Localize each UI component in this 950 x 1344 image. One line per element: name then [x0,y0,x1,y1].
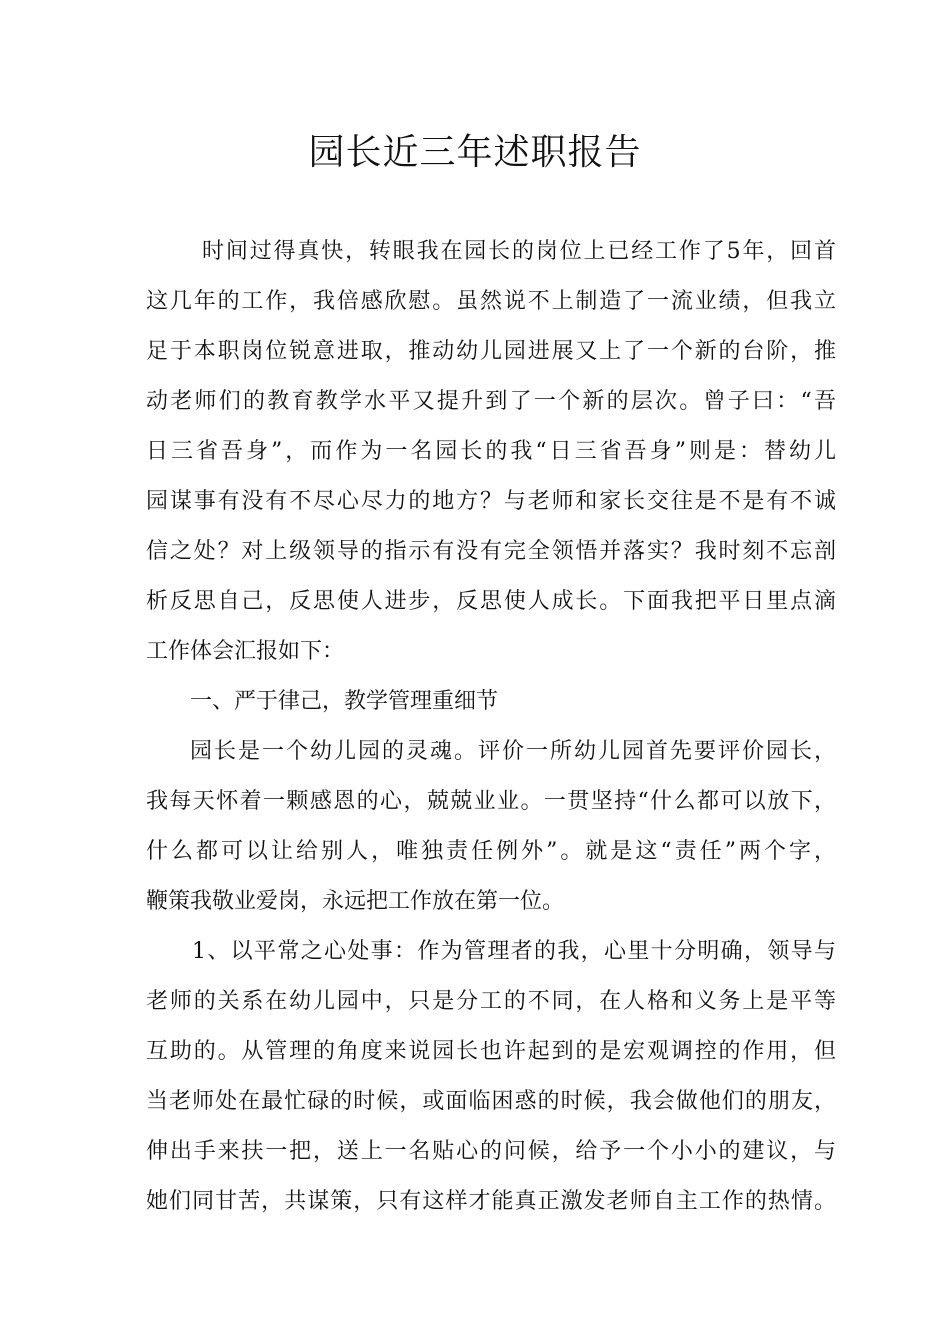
document-body [146,227,836,1227]
paragraph-line: 信之处？对上级领导的指示有没有完全领悟并落实？我时刻不忘剖 [146,539,836,564]
section-heading: 一、严于律己，教学管理重细节 [190,689,499,714]
paragraph-line: 这几年的工作，我倍感欣慰。虽然说不上制造了一流业绩，但我立 [146,289,836,314]
paragraph-line: 当老师处在最忙碌的时候，或面临困惑的时候，我会做他们的朋友， [146,1089,836,1114]
paragraph-line: 动老师们的教育教学水平又提升到了一个新的层次。曾子曰：“吾 [146,389,836,414]
paragraph-line: 我每天怀着一颗感恩的心，兢兢业业。一贯坚持“什么都可以放下， [146,789,836,814]
paragraph-line: 什么都可以让给别人，唯独责任例外”。就是这“责任”两个字， [146,839,836,864]
paragraph-line: 伸出手来扶一把，送上一名贴心的问候，给予一个小小的建议，与 [146,1139,836,1164]
paragraph-line: 工作体会汇报如下： [146,639,345,664]
paragraph-line: 析反思自己，反思使人进步，反思使人成长。下面我把平日里点滴 [146,589,836,614]
paragraph-line: 日三省吾身”，而作为一名园长的我“日三省吾身”则是：替幼儿 [146,439,836,464]
paragraph-line: 足于本职岗位锐意进取，推动幼儿园进展又上了一个新的台阶，推 [146,339,836,364]
paragraph-line: 互助的。从管理的角度来说园长也许起到的是宏观调控的作用，但 [146,1039,836,1064]
paragraph-line: 老师的关系在幼儿园中，只是分工的不同，在人格和义务上是平等 [146,989,836,1014]
paragraph-line: 1、以平常之心处事：作为管理者的我，心里十分明确，领导与 [192,939,836,964]
paragraph-line: 她们同甘苦，共谋策，只有这样才能真正激发老师自主工作的热情。 [146,1189,836,1214]
paragraph-line: 园长是一个幼儿园的灵魂。评价一所幼儿园首先要评价园长， [190,739,836,764]
paragraph-line: 园谋事有没有不尽心尽力的地方？与老师和家长交往是不是有不诚 [146,489,836,514]
paragraph-line: 时间过得真快，转眼我在园长的岗位上已经工作了5年，回首 [202,239,836,264]
document-title: 园长近三年述职报告 [308,132,642,173]
paragraph-line: 鞭策我敬业爱岗，永远把工作放在第一位。 [146,889,565,914]
